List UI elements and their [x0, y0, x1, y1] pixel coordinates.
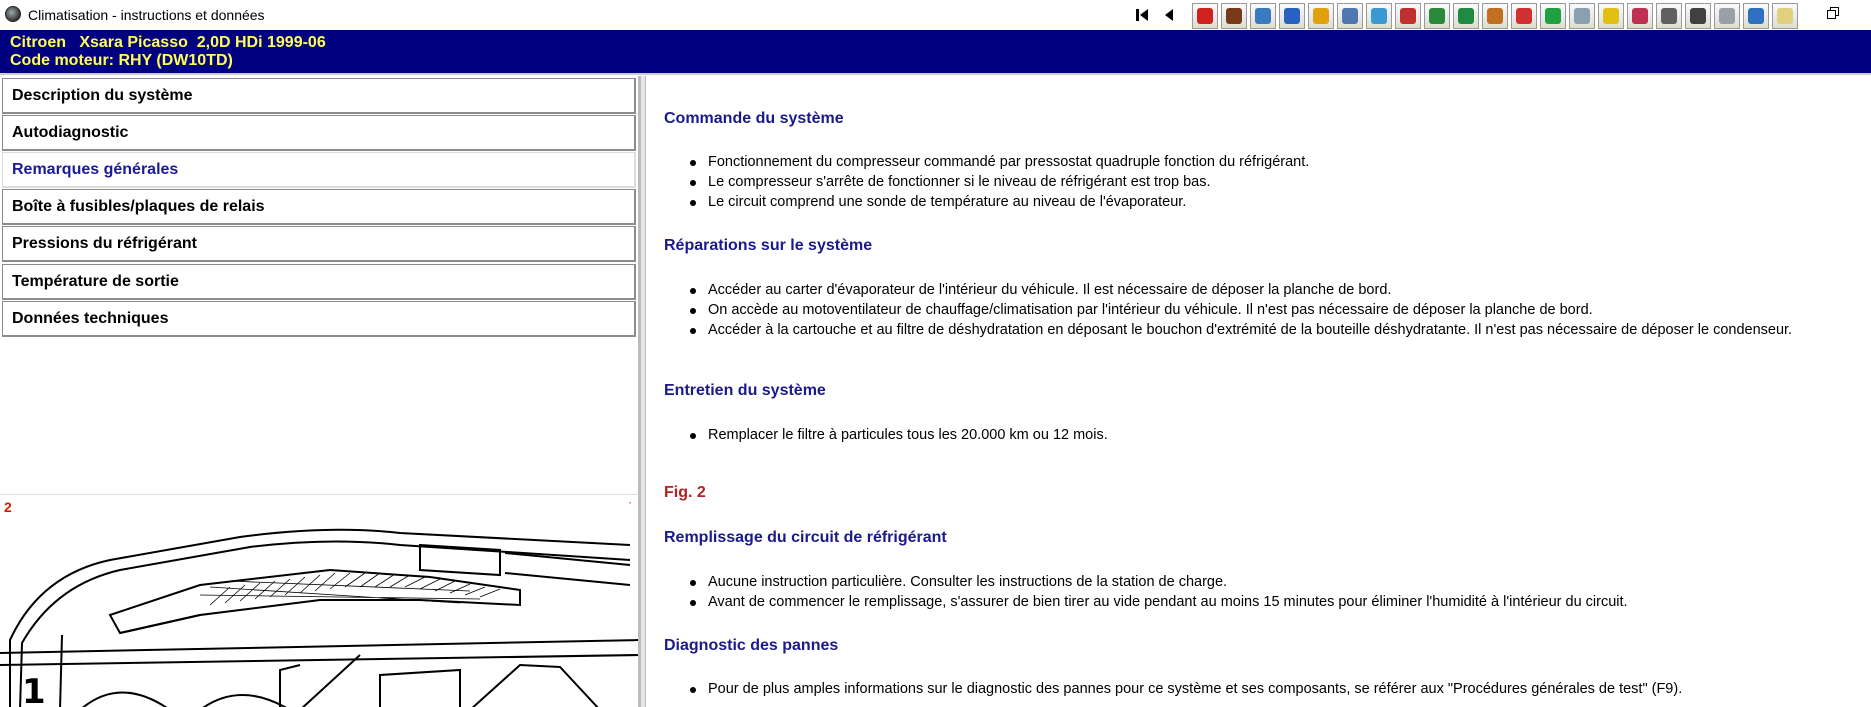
menu-item-temperature[interactable]: Température de sortie — [2, 264, 636, 300]
section-title-diagnostic: Diagnostic des pannes — [664, 637, 839, 654]
engine-button[interactable] — [1308, 3, 1334, 29]
engine-icon — [1313, 8, 1329, 24]
restore-icon — [1826, 6, 1840, 20]
vehicle-model: Citroen Xsara Picasso 2,0D HDi 1999-06 — [10, 34, 326, 51]
menu-item-remarques[interactable]: Remarques générales — [2, 152, 636, 188]
vehicle-header — [0, 30, 1871, 75]
triangle-icon — [1719, 8, 1735, 24]
menu-item-donnees[interactable]: Données techniques — [2, 301, 636, 337]
cabin-button[interactable] — [1511, 3, 1537, 29]
list-item: Le circuit comprend une sonde de température au niveau de l'évaporateur. — [688, 192, 1858, 212]
app-logo-icon — [5, 6, 21, 22]
figure-reference-title: Fig. 2 — [664, 484, 706, 501]
menu-item-autodiagnostic[interactable]: Autodiagnostic — [2, 115, 636, 151]
figure-callout: 1 — [22, 672, 46, 707]
face-button[interactable] — [1598, 3, 1624, 29]
engine-bay-illustration — [0, 515, 640, 707]
tool-button[interactable] — [1366, 3, 1392, 29]
bullet-list-reparations — [688, 280, 1858, 340]
battery-button[interactable] — [1424, 3, 1450, 29]
figure-pane — [0, 494, 640, 707]
book-button[interactable] — [1221, 3, 1247, 29]
previous-icon — [1161, 7, 1177, 23]
gear-button[interactable] — [1279, 3, 1305, 29]
steering-button[interactable] — [1656, 3, 1682, 29]
book-icon — [1226, 8, 1242, 24]
battery-icon — [1429, 8, 1445, 24]
restore-window-button[interactable] — [1826, 6, 1840, 20]
section-menu — [0, 76, 640, 494]
list-item: Remplacer le filtre à particules tous les 20.000 km ou 12 mois. — [688, 425, 1858, 445]
page-button[interactable] — [1743, 3, 1769, 29]
dial-icon — [1342, 8, 1358, 24]
lift-button[interactable] — [1395, 3, 1421, 29]
pane-splitter[interactable] — [640, 76, 646, 707]
camera-button[interactable] — [1685, 3, 1711, 29]
figure-number: 2 — [4, 499, 12, 515]
triangle-button[interactable] — [1714, 3, 1740, 29]
car-icon — [1574, 8, 1590, 24]
note-icon — [1777, 8, 1793, 24]
spanner-icon — [1487, 8, 1503, 24]
list-item: Pour de plus amples informations sur le diagnostic des pannes pour ce système et ses composants, se référer aux "Procédures générales de test" (F9). — [688, 679, 1858, 699]
wiring-icon — [1255, 8, 1271, 24]
page-icon — [1748, 8, 1764, 24]
section-title-commande: Commande du système — [664, 110, 844, 127]
face-icon — [1603, 8, 1619, 24]
camera-icon — [1690, 8, 1706, 24]
section-title-remplissage: Remplissage du circuit de réfrigérant — [664, 529, 947, 546]
menu-item-pressions[interactable]: Pressions du réfrigérant — [2, 226, 636, 262]
warning-icon — [1197, 8, 1213, 24]
engine-code: Code moteur: RHY (DW10TD) — [10, 52, 233, 69]
person-button[interactable] — [1453, 3, 1479, 29]
list-item: Aucune instruction particulière. Consulter les instructions de la station de charge. — [688, 572, 1858, 592]
menu-item-description[interactable]: Description du système — [2, 78, 636, 114]
disk-button[interactable] — [1540, 3, 1566, 29]
list-item: Accéder au carter d'évaporateur de l'intérieur du véhicule. Il est nécessaire de déposer la planche de bord. — [688, 280, 1858, 300]
steering-icon — [1661, 8, 1677, 24]
title-bar — [0, 0, 1871, 30]
list-item: Accéder à la cartouche et au filtre de déshydratation en déposant le bouchon d'extrémité de la bouteille déshydratante. Il n'est pas nécessaire de déposer le condenseur. — [688, 320, 1858, 340]
car-button[interactable] — [1569, 3, 1595, 29]
list-item: Le compresseur s'arrête de fonctionner si le niveau de réfrigérant est trop bas. — [688, 172, 1858, 192]
first-page-icon — [1134, 7, 1150, 23]
dial-button[interactable] — [1337, 3, 1363, 29]
first-page-button[interactable] — [1131, 4, 1153, 26]
gear-icon — [1284, 8, 1300, 24]
bullet-list-remplissage — [688, 572, 1858, 612]
window-title: Climatisation - instructions et données — [28, 7, 265, 23]
cabin-icon — [1516, 8, 1532, 24]
chart-button[interactable] — [1627, 3, 1653, 29]
content-pane — [664, 76, 1864, 707]
list-item: On accède au motoventilateur de chauffage/climatisation par l'intérieur du véhicule. Il n'est pas nécessaire de déposer la planche de bord. — [688, 300, 1858, 320]
list-item: Fonctionnement du compresseur commandé par pressostat quadruple fonction du réfrigérant. — [688, 152, 1858, 172]
lift-icon — [1400, 8, 1416, 24]
person-icon — [1458, 8, 1474, 24]
disk-icon — [1545, 8, 1561, 24]
wiring-button[interactable] — [1250, 3, 1276, 29]
bullet-list-entretien — [688, 425, 1858, 445]
note-button[interactable] — [1772, 3, 1798, 29]
menu-item-fusibles[interactable]: Boîte à fusibles/plaques de relais — [2, 189, 636, 225]
section-title-entretien: Entretien du système — [664, 382, 826, 399]
spanner-button[interactable] — [1482, 3, 1508, 29]
previous-button[interactable] — [1158, 4, 1180, 26]
bullet-list-commande — [688, 152, 1858, 212]
list-item: Avant de commencer le remplissage, s'assurer de bien tirer au vide pendant au moins 15 minutes pour éliminer l'humidité à l'intérieur du circuit. — [688, 592, 1858, 612]
chart-icon — [1632, 8, 1648, 24]
toolbar — [1192, 3, 1798, 29]
figure-corner-mark: · — [628, 495, 632, 509]
bullet-list-diagnostic — [688, 679, 1858, 699]
section-title-reparations: Réparations sur le système — [664, 237, 873, 254]
tool-icon — [1371, 8, 1387, 24]
warning-button[interactable] — [1192, 3, 1218, 29]
